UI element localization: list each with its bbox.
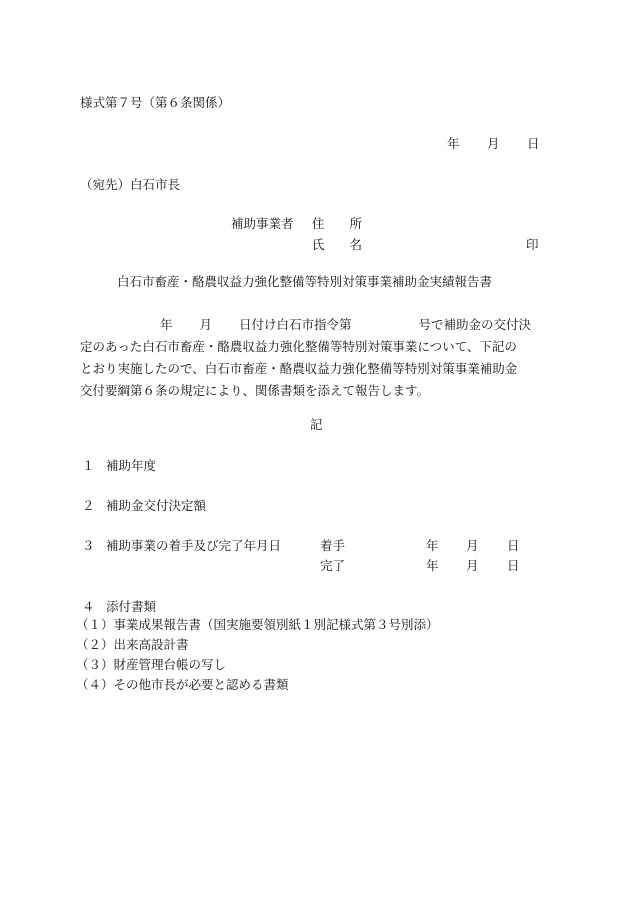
body-line-1 <box>80 314 552 336</box>
start-month: 月 <box>466 538 479 553</box>
item-3 <box>82 537 281 555</box>
start-day: 日 <box>507 538 520 553</box>
item-4 <box>82 598 156 616</box>
item-label: 添付書類 <box>106 599 157 614</box>
date-year: 年 <box>447 136 460 151</box>
item-label: 補助事業の着手及び完了年月日 <box>106 538 282 553</box>
item-number: ３ <box>82 538 95 553</box>
list-item: （１）事業成果報告書（国実施要領別紙１別記様式第３号別添） <box>76 617 439 632</box>
list-item: （４）その他市長が必要と認める書類 <box>76 677 289 692</box>
start-year: 年 <box>426 538 439 553</box>
end-month: 月 <box>466 558 479 573</box>
document-title: 白石市畜産・酪農収益力強化整備等特別対策事業補助金実績報告書 <box>117 274 493 289</box>
item-2 <box>82 497 206 515</box>
list-item: （２）出来高設計書 <box>76 637 189 652</box>
body-year: 年 <box>160 317 173 332</box>
item-number: １ <box>82 458 95 473</box>
end-year: 年 <box>426 558 439 573</box>
applicant-label: 補助事業者 <box>231 216 294 231</box>
body-month: 月 <box>199 317 213 332</box>
item-number: ４ <box>82 599 95 614</box>
date-day: 日 <box>527 136 540 151</box>
date-month: 月 <box>487 136 500 151</box>
name-label: 氏 名 <box>312 237 363 252</box>
body-paragraph <box>80 314 552 402</box>
item-label: 補助年度 <box>106 458 157 473</box>
item-number: ２ <box>82 498 95 513</box>
list-item: （３）財産管理台帳の写し <box>76 657 227 672</box>
end-day: 日 <box>507 558 520 573</box>
body-line-4: 交付要綱第６条の規定により、関係書類を添えて報告します。 <box>80 383 430 398</box>
item-label: 補助金交付決定額 <box>106 498 207 513</box>
form-number: 様式第７号（第６条関係） <box>80 95 231 110</box>
body-line-3: とおり実施したので、白石市畜産・酪農収益力強化整備等特別対策事業補助金 <box>80 361 518 376</box>
body-line-2: 定のあった白石市畜産・酪農収益力強化整備等特別対策事業について、下記の <box>80 339 517 354</box>
item-1 <box>82 457 156 475</box>
body-order-text: 日付け白石市指令第 <box>239 317 352 332</box>
address-label: 住 所 <box>312 216 363 231</box>
ki-heading: 記 <box>310 417 323 432</box>
seal-mark: 印 <box>526 237 539 252</box>
start-label: 着手 <box>320 538 346 553</box>
addressee: （宛先）白石市長 <box>80 177 181 192</box>
body-line1-tail: 号で補助金の交付決 <box>418 317 532 332</box>
end-label: 完了 <box>320 558 346 573</box>
